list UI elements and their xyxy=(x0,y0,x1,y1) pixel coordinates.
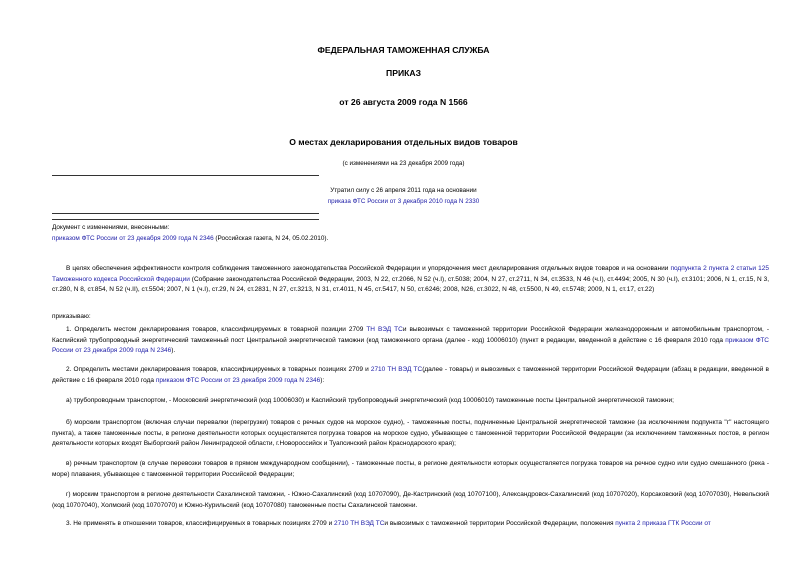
paragraph-1 xyxy=(52,325,769,357)
p2-text: 2. Определить местами декларирования товаров, классифицируемых в товарных позициях 2709 и xyxy=(66,366,371,373)
repeal-order-link[interactable]: приказа ФТС России от 3 декабря 2010 года N 2330 xyxy=(327,198,480,205)
preamble-text: В целях обеспечения эффективности контроля соблюдения таможенного законодательства Российской Федерации и упорядочения мест декларирования отдельных видов товаров и на основании xyxy=(66,265,671,272)
divider xyxy=(52,175,319,176)
divider xyxy=(52,213,319,214)
subparagraph-v-text: в) речным транспортом (в случае перевозки товаров в прямом международном сообщении), - таможенные посты, в регионе деятельности которых осуществляется погрузка товаров на речное судно или судно смешанного (река - море) плавания, убывающее с таможенной территории Российской Федерации; xyxy=(52,460,769,478)
p1-text: 1. Определить местом декларирования товаров, классифицируемых в товарной позиции 2709 xyxy=(66,326,367,333)
amendment-order-link[interactable]: приказом ФТС России от 23 декабря 2009 года N 2346 xyxy=(52,234,214,242)
subparagraph-b-text: б) морским транспортом (включая случаи перевалки (перегрузки) товаров с речных судов на морское судно), - таможенные посты, подчиненные Центральной энергетической таможне (за исключением подпункта "г" настоящего пункта), а также таможенные посты, в регионе деятельности которых осуществляется погрузка товаров на морское судно, убывающее с таможенной территории Российской Федерации (за исключением таможенных постов, в регион деятельности которых входят Выборгский район Ленинградской области, г.Новороссийск и Туапсинский район Краснодарского края); xyxy=(52,419,769,447)
subparagraph-a xyxy=(52,396,769,407)
changes-tail: (Российская газета, N 24, 05.02.2010). xyxy=(213,234,329,242)
amendment-note: (с изменениями на 23 декабря 2009 года) xyxy=(342,160,465,167)
subparagraph-v xyxy=(52,459,769,480)
p3-text-2: и вывозимых с таможенной территории Российской Федерации, положения xyxy=(384,520,616,527)
tax-code-link[interactable]: подпункта 2 пункта 2 статьи 125 Таможенного кодекса Российской Федерации xyxy=(52,265,770,283)
agency-name: ФЕДЕРАЛЬНАЯ ТАМОЖЕННАЯ СЛУЖБА xyxy=(317,45,490,55)
status-link-wrap xyxy=(0,198,807,205)
preamble-citation: (Собрание законодательства Российской Федерации, 2003, N 22, ст.2066, N 52 (ч.I), ст.5038; 2004, N 27, ст.2711, N 34, ст.3533, N 46 (ч.I), ст.4494; 2005, N 30 (ч.I), ст.3101; 2006, N 1, ст.15, N 3, ст.280, N 8, ст.854, N 52 (ч.II), ст.5504; 2007, N 1 (ч.I), ст.29, N 24, ст.2831, N 27, ст.3213, N 31, ст.4011, N 45, ст.5417, N 50, ст.6246; 2008, N26, ст.3022, N 48, ст.5500, N 49, ст.5748; 2009, N 1, ст.17, ст.22) xyxy=(52,275,769,293)
tn-ved-2710-link[interactable]: 2710 ТН ВЭД ТС xyxy=(334,520,385,527)
page-title: О местах декларирования отдельных видов товаров xyxy=(289,137,518,147)
doc-date-number: от 26 августа 2009 года N 1566 xyxy=(339,97,468,107)
subparagraph-g-text: г) морским транспортом в регионе деятельности Сахалинской таможни, - Южно-Сахалинский (код 10707090), Де-Кастринский (код 10707100), Александровск-Сахалинский (код 10707020), Корсаковский (код 10707030), Невельский (код 10707040), Холмский (код 10707070) и Южно-Курильский (код 10707080) таможенные посты Сахалинской таможни. xyxy=(52,491,769,509)
changes-line xyxy=(52,234,769,245)
p2-text-3: ): xyxy=(320,376,325,384)
order-word: приказываю: xyxy=(52,313,91,320)
preamble-paragraph xyxy=(52,264,769,296)
subparagraph-a-text: а) трубопроводным транспортом, - Московский энергетический (код 10006030) и Каспийский трубопроводный энергетический (код 10006010) таможенные посты Центральной энергетической таможни; xyxy=(66,397,674,404)
subparagraph-g xyxy=(52,490,769,511)
subparagraph-b xyxy=(52,418,769,450)
gtk-order-link[interactable]: пункта 2 приказа ГТК России от xyxy=(615,520,711,527)
amendment-order-link[interactable]: приказом ФТС России от 23 декабря 2009 года N 2346 xyxy=(52,336,769,354)
amendment-order-link[interactable]: приказом ФТС России от 23 декабря 2009 года N 2346 xyxy=(155,376,321,384)
changes-block xyxy=(52,223,769,244)
p3-text: 3. Не применять в отношении товаров, классифицируемых в товарных позициях 2709 и xyxy=(66,520,335,527)
paragraph-2 xyxy=(52,365,769,386)
p2-text-2: (далее - товары) и вывозимых с таможенной территории Российской Федерации (абзац в редакции, введенной в действие с 16 февраля 2010 года xyxy=(52,366,769,384)
doc-type: ПРИКАЗ xyxy=(386,68,421,78)
divider xyxy=(52,219,319,220)
tn-ved-ts-link[interactable]: ТН ВЭД ТС xyxy=(366,326,403,333)
status-text: Утратил силу с 26 апреля 2011 года на основании xyxy=(330,187,477,194)
changes-intro: Документ с изменениями, внесенными: xyxy=(52,224,170,231)
tn-ved-2710-link[interactable]: 2710 ТН ВЭД ТС xyxy=(370,366,423,373)
paragraph-3 xyxy=(52,519,769,530)
p1-text-3: ). xyxy=(171,347,176,354)
p1-text-2: и вывозимых с таможенной территории Российской Федерации железнодорожным и автомобильным транспортом, - Каспийский трубопроводный энергетический таможенный пост Центральной энергетической таможни (код таможенного органа (далее - код) 10006010) (пункт в редакции, введенной в действие с 16 февраля 2010 года xyxy=(52,326,769,344)
